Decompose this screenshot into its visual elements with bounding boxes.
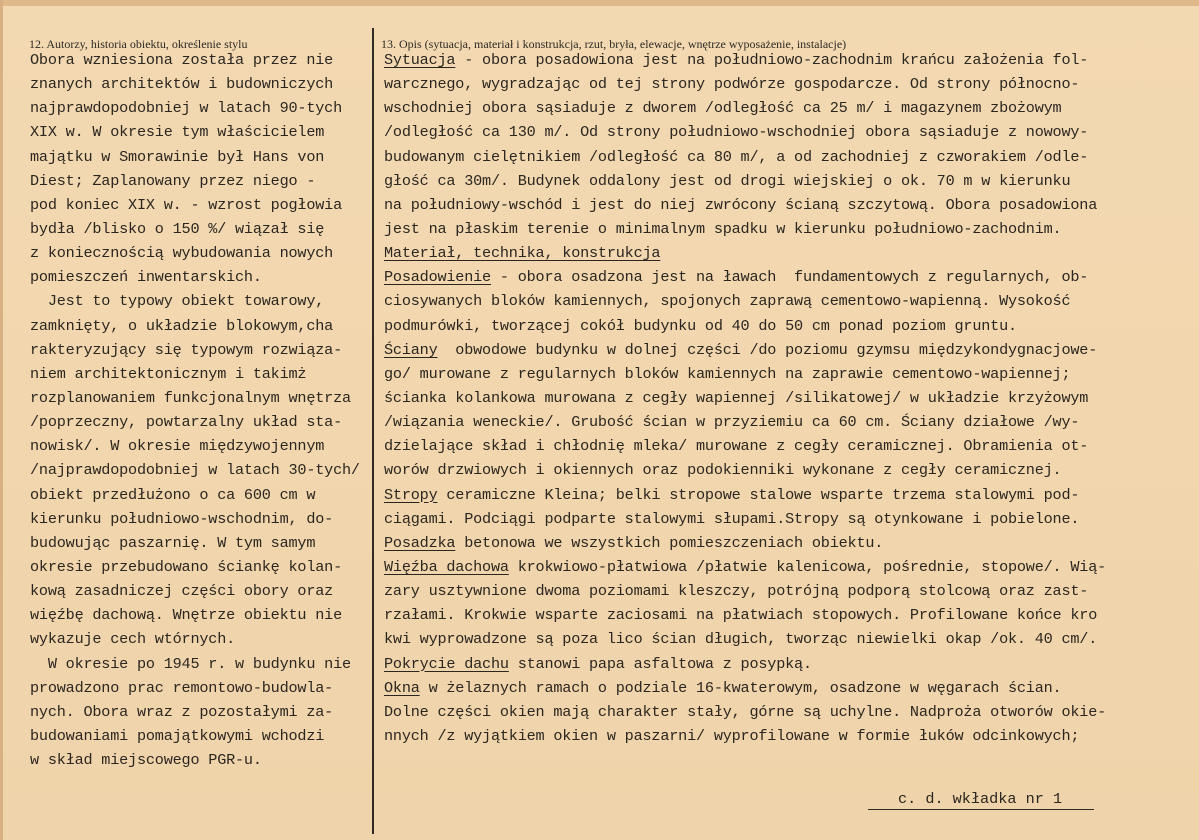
- history-text-line: wykazuje cech wtórnych.: [30, 630, 236, 649]
- history-text-line: majątku w Smorawinie był Hans von: [30, 147, 325, 166]
- description-text: ceramiczne Kleina; belki stropowe stalowe wsparte trzema stalowymi pod-: [437, 485, 1080, 504]
- description-text: /odległość ca 130 m/. Od strony południowo-wschodniej obora sąsiaduje z nowowy-: [384, 123, 1089, 142]
- card-left-edge: [0, 0, 3, 840]
- description-text-line: [384, 289, 1196, 313]
- history-text-line: pod koniec XIX w. - wzrost pogłowia: [30, 195, 342, 214]
- description-text: ciągami. Podciągi podparte stalowymi słupami.Stropy są otynkowane i pobielone.: [384, 509, 1080, 528]
- description-text-line: [384, 386, 1196, 410]
- description-text-line: [384, 627, 1196, 651]
- description-text-line: [384, 169, 1196, 193]
- history-text-line: zamknięty, o układzie blokowym,cha: [30, 316, 334, 335]
- history-text-line: z koniecznością wybudowania nowych: [30, 244, 334, 263]
- description-text-line: [384, 241, 1196, 265]
- description-text: go/ murowane z regularnych bloków kamiennych na zaprawie cementowo-wapiennej;: [384, 364, 1071, 383]
- history-text-line: nowisk/. W okresie międzywojennym: [30, 437, 325, 456]
- description-text: Dolne części okien mają charakter stały, górne są uchylne. Nadproża otworów okie-: [384, 702, 1107, 721]
- section-heading: Więźba dachowa: [384, 557, 509, 576]
- description-text: dzielające skład i chłodnię mleka/ murowane z cegły ceramicznej. Obramienia ot-: [384, 437, 1089, 456]
- description-text-line: [384, 434, 1196, 458]
- history-text-line: nych. Obora wraz z pozostałymi za-: [30, 702, 334, 721]
- history-text-line: bydła /blisko o 150 %/ wiązał się: [30, 219, 325, 238]
- description-text: ścianka kolankowa murowana z cegły wapiennej /silikatowej/ w układzie krzyżowym: [384, 388, 1089, 407]
- description-text: nnych /z wyjątkiem okien w paszarni/ wyprofilowane w formie łuków odcinkowych;: [384, 726, 1080, 745]
- description-text: podmurówki, tworzącej cokół budynku od 40 do 50 cm ponad poziom gruntu.: [384, 316, 1017, 335]
- section-heading: Materiał, technika, konstrukcja: [384, 244, 661, 263]
- description-text-line: [384, 362, 1196, 386]
- description-text: kwi wyprowadzone są poza lico ścian długich, tworząc niewielki okap /ok. 40 cm/.: [384, 630, 1098, 649]
- description-text: - obora osadzona jest na ławach fundamentowych z regularnych, ob-: [490, 268, 1089, 287]
- history-text-line: najprawdopodobniej w latach 90-tych: [30, 99, 342, 118]
- description-text-line: [384, 579, 1196, 603]
- description-text-line: [384, 652, 1196, 676]
- history-text-line: /poprzeczny, powtarzalny układ sta-: [30, 413, 342, 432]
- description-text: budowanym cielętnikiem /odległość ca 80 m/, a od zachodniej z czworakiem /odle-: [384, 147, 1089, 166]
- history-text-line: pomieszczeń inwentarskich.: [30, 268, 262, 287]
- history-text-column: [30, 48, 375, 772]
- section-heading: Ściany: [384, 340, 438, 359]
- description-text: betonowa we wszystkich pomieszczeniach obiektu.: [455, 533, 884, 552]
- description-text: worów drzwiowych i okiennych oraz podokienniki wykonane z cegły ceramicznej.: [384, 461, 1062, 480]
- description-text: - obora posadowiona jest na południowo-zachodnim krańcu założenia fol-: [455, 51, 1089, 69]
- description-text-line: [384, 724, 1196, 748]
- section-heading: Stropy: [384, 485, 438, 504]
- description-text-line: [384, 314, 1196, 338]
- description-text-line: [384, 48, 1196, 72]
- section-heading: Pokrycie dachu: [384, 654, 509, 673]
- description-text: ciosywanych bloków kamiennych, spojonych zaprawą cementowo-wapienną. Wysokość: [384, 292, 1071, 311]
- history-text-line: kową zasadniczej części obory oraz: [30, 582, 334, 601]
- section-heading: Okna: [384, 678, 420, 697]
- description-text: na południowy-wschód i jest do niej zwrócony ścianą szczytową. Obora posadowiona: [384, 195, 1098, 214]
- history-text-line: rozplanowaniem funkcjonalnym wnętrza: [30, 388, 351, 407]
- section-heading: Posadzka: [384, 533, 456, 552]
- description-text-line: [384, 410, 1196, 434]
- section-heading: Posadowienie: [384, 268, 491, 287]
- continuation-underline: [868, 809, 1094, 810]
- history-text-line: budowaniami pomajątkowymi wchodzi: [30, 726, 325, 745]
- card-top-edge: [0, 0, 1199, 6]
- history-text-line: niem architektonicznym i takimż: [30, 364, 307, 383]
- description-text-line: [384, 676, 1196, 700]
- description-text: /wiązania weneckie/. Grubość ścian w przyziemiu ca 60 cm. Ściany działowe /wy-: [384, 413, 1080, 432]
- history-text-line: obiekt przedłużono o ca 600 cm w: [30, 485, 316, 504]
- description-text-line: [384, 700, 1196, 724]
- description-text: obwodowe budynku w dolnej części /do poziomu gzymsu międzykondygnacjowe-: [437, 340, 1098, 359]
- history-text-line: Jest to typowy obiekt towarowy,: [30, 292, 325, 311]
- history-text-line: rakteryzujący się typowym rozwiąza-: [30, 340, 342, 359]
- continuation-note: c. d. wkładka nr 1: [898, 790, 1063, 808]
- description-text-line: [384, 507, 1196, 531]
- description-text-line: [384, 265, 1196, 289]
- history-text-line: okresie przebudowano ściankę kolan-: [30, 557, 342, 576]
- description-text-line: [384, 145, 1196, 169]
- description-text-line: [384, 603, 1196, 627]
- description-text-line: [384, 120, 1196, 144]
- history-text-line: budowując paszarnię. W tym samym: [30, 533, 316, 552]
- history-text-line: Diest; Zaplanowany przez niego -: [30, 171, 316, 190]
- description-text: warcznego, wygradzając od tej strony podwórze gospodarcze. Od strony północno-: [384, 75, 1080, 94]
- history-text-line: W okresie po 1945 r. w budynku nie: [30, 654, 351, 673]
- history-text-line: więźbę dachową. Wnętrze obiektu nie: [30, 606, 342, 625]
- history-text-line: prowadzono prac remontowo-budowla-: [30, 678, 334, 697]
- description-text-line: [384, 193, 1196, 217]
- description-text-line: [384, 338, 1196, 362]
- section-12-header: 12. Autorzy, historia obiektu, określenie stylu: [29, 37, 248, 51]
- description-text-line: [384, 72, 1196, 96]
- description-text-column: [384, 48, 1196, 748]
- history-text-line: kierunku południowo-wschodnim, do-: [30, 509, 334, 528]
- history-text-line: Obora wzniesiona została przez nie: [30, 51, 334, 69]
- description-text-line: [384, 96, 1196, 120]
- description-text: rzałami. Krokwie wsparte zaciosami na płatwiach stopowych. Profilowane końce kro: [384, 606, 1098, 625]
- history-text-line: /najprawdopodobniej w latach 30-tych/: [30, 461, 360, 480]
- description-text-line: [384, 458, 1196, 482]
- description-text-line: [384, 483, 1196, 507]
- description-text: krokwiowo-płatwiowa /płatwie kalenicowa, pośrednie, stopowe/. Wią-: [508, 557, 1107, 576]
- description-text: wschodniej obora sąsiaduje z dworem /odległość ca 25 m/ i magazynem zbożowym: [384, 99, 1062, 118]
- description-text: stanowi papa asfaltowa z posypką.: [508, 654, 812, 673]
- description-text-line: [384, 555, 1196, 579]
- description-text: w żelaznych ramach o podziale 16-kwaterowym, osadzone w węgarach ścian.: [419, 678, 1062, 697]
- history-text-line: XIX w. W okresie tym właścicielem: [30, 123, 325, 142]
- description-text: jest na płaskim terenie o minimalnym spadku w kierunku południowo-zachodnim.: [384, 219, 1062, 238]
- description-text-line: [384, 217, 1196, 241]
- description-text: zary usztywnione dwoma poziomami kleszczy, potrójną podporą stolcową oraz zast-: [384, 582, 1089, 601]
- description-text: głość ca 30m/. Budynek oddalony jest od drogi wiejskiej o ok. 70 m w kierunku: [384, 171, 1071, 190]
- history-text-line: znanych architektów i budowniczych: [30, 75, 334, 94]
- history-text-line: w skład miejscowego PGR-u.: [30, 751, 262, 770]
- section-heading: Sytuacja: [384, 51, 456, 69]
- description-text-line: [384, 531, 1196, 555]
- section-13-header: 13. Opis (sytuacja, materiał i konstrukcja, rzut, bryła, elewacje, wnętrze wyposażenie, instalacje): [381, 37, 847, 51]
